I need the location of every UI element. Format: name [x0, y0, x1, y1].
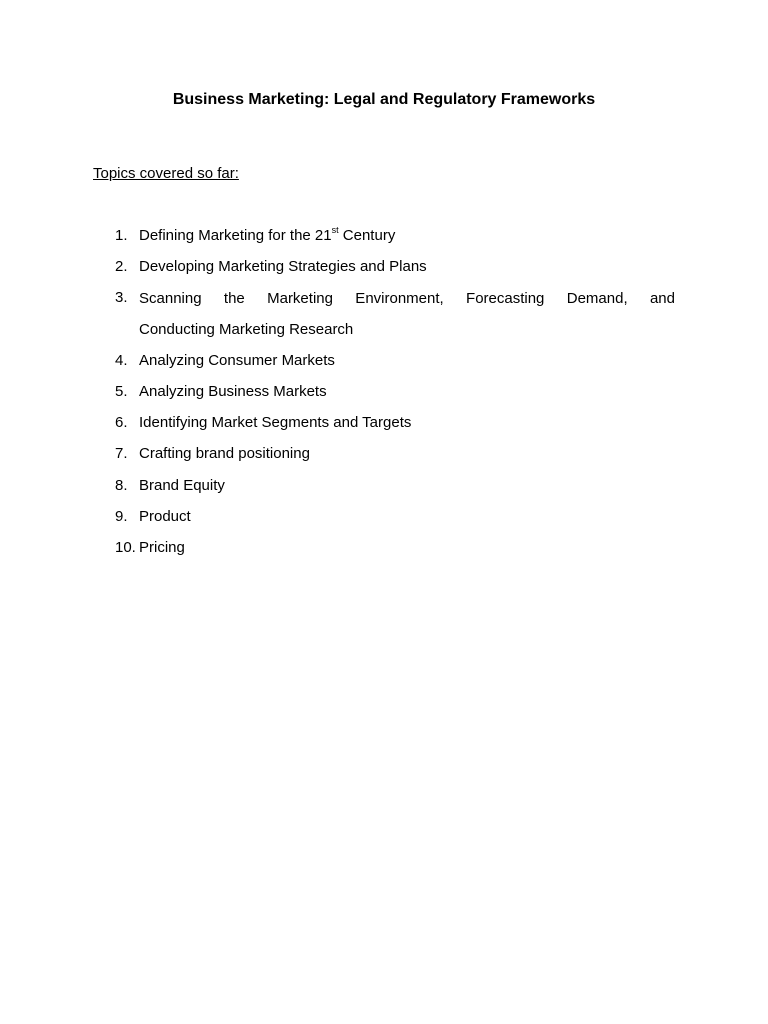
- topics-subheading: Topics covered so far:: [93, 165, 239, 182]
- list-item-number: 9.: [115, 507, 128, 525]
- list-item-text-line: Scanning the Marketing Environment, Forecasting Demand, and: [139, 289, 675, 307]
- list-item: [0, 287, 768, 349]
- list-item: [0, 225, 768, 256]
- list-item: [0, 412, 768, 443]
- list-item: [0, 443, 768, 474]
- list-item-text: [139, 225, 675, 247]
- list-item-text-part: Century: [338, 227, 396, 244]
- list-item-text: Brand Equity: [139, 476, 225, 494]
- list-item-number: 8.: [115, 476, 128, 494]
- list-item-text: Crafting brand positioning: [139, 445, 310, 463]
- list-item-text: Developing Marketing Strategies and Plans: [139, 258, 427, 276]
- list-item-text: Pricing: [139, 538, 185, 556]
- list-item-text: Analyzing Consumer Markets: [139, 351, 335, 369]
- list-item: [0, 506, 768, 537]
- list-item-number: 1.: [115, 227, 128, 244]
- list-item-number: 4.: [115, 351, 128, 369]
- list-item-number: 10.: [115, 538, 136, 556]
- list-item-text: Identifying Market Segments and Targets: [139, 414, 412, 432]
- list-item-number: 5.: [115, 382, 128, 400]
- document-title: Business Marketing: Legal and Regulatory Frameworks: [172, 91, 596, 108]
- list-item: [0, 537, 768, 568]
- superscript-ordinal: st: [331, 225, 339, 235]
- list-item-number: 6.: [115, 414, 128, 432]
- list-item-number: 7.: [115, 445, 128, 463]
- list-item: [0, 475, 768, 506]
- list-item-text-line: Conducting Marketing Research: [139, 320, 354, 338]
- list-item-text: Product: [139, 507, 191, 525]
- list-item: [0, 381, 768, 412]
- topic-list: [0, 225, 768, 568]
- list-item: [0, 350, 768, 381]
- list-item-text: Analyzing Business Markets: [139, 382, 327, 400]
- list-item-text: [139, 283, 675, 345]
- list-item-number: 2.: [115, 258, 128, 276]
- list-item-text-part: Defining Marketing for the 21: [139, 227, 332, 244]
- list-item-number: 3.: [115, 289, 128, 307]
